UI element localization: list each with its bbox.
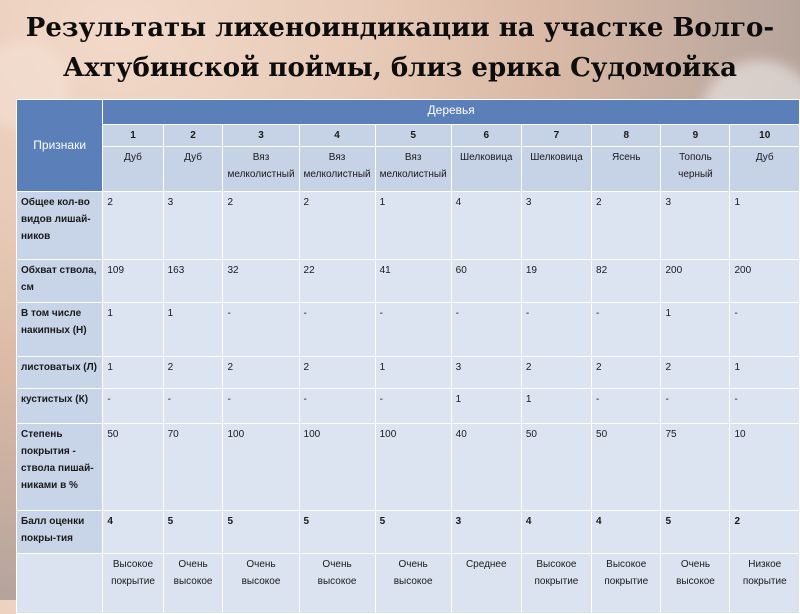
tree-species: Шелковица bbox=[451, 147, 521, 192]
table-cell: 19 bbox=[521, 260, 591, 303]
table-cell: 100 bbox=[223, 424, 299, 511]
table-cell: 82 bbox=[592, 260, 661, 303]
assessment-cell: Высокое покрытие bbox=[592, 554, 661, 614]
table-cell: 2 bbox=[592, 192, 661, 260]
table-cell: 1 bbox=[521, 389, 591, 424]
assessment-cell: Очень высокое bbox=[299, 554, 375, 614]
row-label: кустистых (К) bbox=[17, 389, 103, 424]
table-cell: 100 bbox=[375, 424, 451, 511]
tree-species: Шелковица bbox=[521, 147, 591, 192]
table-cell: 40 bbox=[451, 424, 521, 511]
table-cell: - bbox=[299, 303, 375, 357]
row-label: Обхват ствола, см bbox=[17, 260, 103, 303]
table-cell: 2 bbox=[521, 357, 591, 389]
tree-number: 8 bbox=[592, 125, 661, 147]
table-cell: 1 bbox=[730, 192, 800, 260]
table-cell: 32 bbox=[223, 260, 299, 303]
table-row bbox=[17, 554, 800, 614]
table-cell: 50 bbox=[521, 424, 591, 511]
table-cell: - bbox=[661, 389, 730, 424]
trees-header: Деревья bbox=[103, 100, 800, 125]
table-cell: 2 bbox=[592, 357, 661, 389]
table-cell: 2 bbox=[299, 192, 375, 260]
table-cell: 163 bbox=[163, 260, 223, 303]
table-cell: - bbox=[375, 303, 451, 357]
table-cell: 1 bbox=[661, 303, 730, 357]
tree-number: 7 bbox=[521, 125, 591, 147]
assessment-cell: Высокое покрытие bbox=[103, 554, 163, 614]
table-cell: - bbox=[730, 389, 800, 424]
tree-number: 5 bbox=[375, 125, 451, 147]
table-cell: 60 bbox=[451, 260, 521, 303]
table-cell: 2 bbox=[223, 192, 299, 260]
table-cell: 5 bbox=[299, 511, 375, 554]
tree-number: 10 bbox=[730, 125, 800, 147]
table-cell: 1 bbox=[375, 192, 451, 260]
assessment-cell: Очень высокое bbox=[375, 554, 451, 614]
table-cell: 5 bbox=[375, 511, 451, 554]
table-cell: 1 bbox=[375, 357, 451, 389]
table-cell: 2 bbox=[103, 192, 163, 260]
corner-header: Признаки bbox=[17, 100, 103, 192]
table-cell: 100 bbox=[299, 424, 375, 511]
table-cell: 75 bbox=[661, 424, 730, 511]
tree-number: 2 bbox=[163, 125, 223, 147]
table-cell: 2 bbox=[730, 511, 800, 554]
tree-species: Вяз мелколистный bbox=[375, 147, 451, 192]
tree-number: 6 bbox=[451, 125, 521, 147]
tree-species: Вяз мелколистный bbox=[223, 147, 299, 192]
table-cell: - bbox=[223, 303, 299, 357]
table-cell: 2 bbox=[223, 357, 299, 389]
table-cell: 4 bbox=[451, 192, 521, 260]
table-cell: 4 bbox=[592, 511, 661, 554]
table-cell: - bbox=[163, 389, 223, 424]
tree-species: Дуб bbox=[730, 147, 800, 192]
table-cell: 3 bbox=[451, 511, 521, 554]
row-label: листоватых (Л) bbox=[17, 357, 103, 389]
table-cell: 200 bbox=[661, 260, 730, 303]
assessment-cell: Низкое покрытие bbox=[730, 554, 800, 614]
table-row bbox=[17, 192, 800, 260]
table-cell: 3 bbox=[661, 192, 730, 260]
tree-species: Дуб bbox=[163, 147, 223, 192]
table-row bbox=[17, 389, 800, 424]
table-cell: 4 bbox=[521, 511, 591, 554]
tree-species: Вяз мелколистный bbox=[299, 147, 375, 192]
tree-number: 1 bbox=[103, 125, 163, 147]
table-cell: 1 bbox=[451, 389, 521, 424]
table-cell: 3 bbox=[451, 357, 521, 389]
table-cell: 5 bbox=[163, 511, 223, 554]
table-cell: 10 bbox=[730, 424, 800, 511]
row-label: Общее кол-во видов лишай-ников bbox=[17, 192, 103, 260]
table-cell: - bbox=[592, 303, 661, 357]
table-cell: 2 bbox=[163, 357, 223, 389]
table-cell: 41 bbox=[375, 260, 451, 303]
tree-number: 3 bbox=[223, 125, 299, 147]
table-cell: 2 bbox=[661, 357, 730, 389]
table-cell: 3 bbox=[163, 192, 223, 260]
table-row bbox=[17, 357, 800, 389]
table-cell: 5 bbox=[223, 511, 299, 554]
row-label: Степень покрытия - ствола пишай-никами в % bbox=[17, 424, 103, 511]
table-cell: - bbox=[103, 389, 163, 424]
table-cell: 1 bbox=[730, 357, 800, 389]
table-cell: 50 bbox=[592, 424, 661, 511]
row-label: Балл оценки покры-тия bbox=[17, 511, 103, 554]
table-cell: - bbox=[730, 303, 800, 357]
table-cell: 3 bbox=[521, 192, 591, 260]
assessment-cell: Среднее bbox=[451, 554, 521, 614]
assessment-cell: Очень высокое bbox=[661, 554, 730, 614]
table-cell: 1 bbox=[103, 303, 163, 357]
table-cell: 4 bbox=[103, 511, 163, 554]
table-cell: - bbox=[451, 303, 521, 357]
table-row bbox=[17, 511, 800, 554]
tree-species: Ясень bbox=[592, 147, 661, 192]
table-cell: - bbox=[299, 389, 375, 424]
row-label: В том числе накипных (Н) bbox=[17, 303, 103, 357]
table-cell: - bbox=[592, 389, 661, 424]
table-cell: 1 bbox=[103, 357, 163, 389]
table-cell: 2 bbox=[299, 357, 375, 389]
table-cell: 5 bbox=[661, 511, 730, 554]
tree-number: 4 bbox=[299, 125, 375, 147]
table-cell: - bbox=[521, 303, 591, 357]
table-cell: 50 bbox=[103, 424, 163, 511]
row-label-empty bbox=[17, 554, 103, 614]
assessment-cell: Высокое покрытие bbox=[521, 554, 591, 614]
table-cell: - bbox=[223, 389, 299, 424]
table-cell: 109 bbox=[103, 260, 163, 303]
table-cell: - bbox=[375, 389, 451, 424]
table-row bbox=[17, 303, 800, 357]
table-cell: 70 bbox=[163, 424, 223, 511]
table-cell: 1 bbox=[163, 303, 223, 357]
tree-species: Тополь черный bbox=[661, 147, 730, 192]
table-row bbox=[17, 424, 800, 511]
table-row bbox=[17, 260, 800, 303]
table-cell: 200 bbox=[730, 260, 800, 303]
page-title: Результаты лихеноиндикации на участке Волго-Ахтубинской поймы, близ ерика Судомойка bbox=[25, 13, 775, 83]
tree-species: Дуб bbox=[103, 147, 163, 192]
table-cell: 22 bbox=[299, 260, 375, 303]
tree-number: 9 bbox=[661, 125, 730, 147]
assessment-cell: Очень высокое bbox=[223, 554, 299, 614]
assessment-cell: Очень высокое bbox=[163, 554, 223, 614]
lichen-results-table bbox=[16, 99, 800, 614]
